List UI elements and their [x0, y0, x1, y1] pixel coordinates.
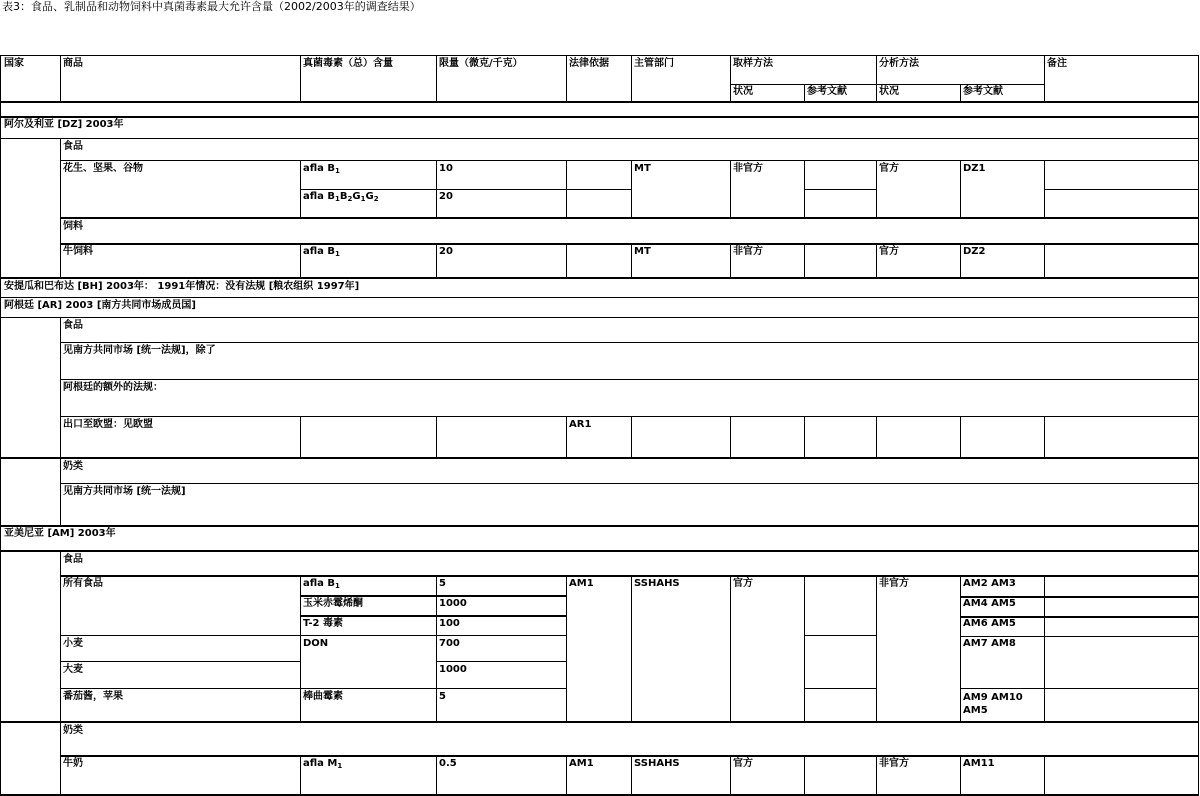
analysis-reference-cell: AM4 AM5	[963, 598, 1016, 609]
limit-cell: 5	[439, 691, 446, 702]
header-limit: 限量（微克/千克）	[439, 58, 523, 69]
section-heading: 奶类	[63, 725, 83, 736]
legal-basis-cell: AM1	[569, 758, 594, 769]
table-rule	[60, 317, 61, 526]
mycotoxin-cell: DON	[303, 638, 329, 649]
section-heading: 食品	[63, 554, 83, 565]
table-rule	[60, 138, 61, 278]
limit-cell: 10	[439, 163, 453, 174]
table-rule	[60, 635, 566, 636]
table-rule	[730, 55, 731, 102]
limit-cell: 1000	[439, 598, 467, 609]
commodity-cell: 番茄酱，苹果	[63, 691, 123, 702]
table-rule	[0, 55, 1, 796]
table-rule	[60, 160, 1199, 161]
header-remarks: 备注	[1047, 58, 1067, 69]
header-sampling-reference: 参考文献	[807, 86, 847, 97]
analysis-status-cell: 非官方	[879, 578, 909, 589]
table-rule	[1044, 55, 1045, 102]
table-rule	[631, 160, 632, 218]
table-rule	[60, 483, 1199, 484]
note-line: 见南方共同市场 [统一法规]，除了	[63, 345, 216, 356]
table-rule	[730, 755, 731, 796]
table-rule	[631, 416, 632, 458]
table-rule	[60, 661, 300, 662]
table-rule	[804, 243, 805, 278]
table-rule	[804, 755, 805, 796]
table-rule	[960, 755, 961, 796]
table-rule	[436, 55, 437, 102]
sampling-status-cell: 官方	[733, 758, 753, 769]
sampling-status-cell: 非官方	[733, 246, 763, 257]
table-rule	[60, 243, 1199, 245]
mycotoxin-cell: T-2 毒素	[303, 618, 343, 629]
authority-cell: MT	[634, 246, 651, 257]
table-rule	[876, 243, 877, 278]
table-rule	[60, 688, 566, 689]
table-rule	[0, 550, 1199, 552]
table-rule	[876, 416, 877, 458]
header-analysis: 分析方法	[879, 58, 919, 69]
commodity-cell: 大麦	[63, 664, 83, 675]
table-rule	[436, 243, 437, 278]
header-commodity: 商品	[63, 58, 83, 69]
table-rule	[631, 755, 632, 796]
limit-cell: 1000	[439, 664, 467, 675]
table-rule	[566, 416, 567, 458]
note-line: 见南方共同市场 [统一法规]	[63, 486, 186, 497]
table-rule	[300, 243, 301, 278]
table-rule	[60, 575, 1199, 577]
header-mycotoxin: 真菌毒素（总）含量	[303, 58, 393, 69]
limit-cell: 100	[439, 618, 460, 629]
table-rule	[730, 416, 731, 458]
mycotoxin-cell: afla $B_1$	[303, 246, 340, 258]
legal-basis-cell: AR1	[569, 419, 592, 430]
country-title-argentina: 阿根廷 [AR] 2003 [南方共同市场成员国]	[4, 300, 196, 311]
table-rule	[960, 616, 1199, 618]
analysis-status-cell: 官方	[879, 163, 899, 174]
table-rule	[804, 688, 876, 689]
table-rule	[631, 55, 632, 102]
table-rule	[60, 55, 61, 102]
table-rule	[300, 595, 566, 597]
commodity-cell: 所有食品	[63, 578, 103, 589]
mycotoxin-cell: afla $B_1B_2G_1G_2$	[303, 191, 379, 203]
table-rule	[0, 55, 1199, 56]
commodity-cell: 牛饲料	[63, 246, 93, 257]
limit-cell: 700	[439, 638, 460, 649]
table-rule	[1198, 55, 1199, 796]
table-rule	[300, 189, 631, 190]
table-rule	[0, 525, 1199, 527]
limit-cell: 20	[439, 191, 453, 202]
table-rule	[876, 575, 877, 722]
header-analysis-reference: 参考文献	[963, 86, 1003, 97]
table-rule	[0, 721, 1199, 723]
table-rule	[960, 84, 961, 102]
table-rule	[631, 243, 632, 278]
table-rule	[960, 416, 961, 458]
table-rule	[876, 55, 877, 102]
legal-basis-cell: AM1	[569, 578, 594, 589]
table-rule	[0, 116, 1199, 118]
table-rule	[631, 575, 632, 722]
table-rule	[0, 101, 1199, 103]
commodity-cell: 出口至欧盟：见欧盟	[63, 419, 153, 430]
limit-cell: 5	[439, 578, 446, 589]
table-rule	[960, 688, 1199, 689]
table-rule	[300, 416, 301, 458]
country-title-armenia: 亚美尼亚 [AM] 2003年	[4, 528, 116, 539]
table-rule	[0, 277, 1199, 279]
analysis-reference-cell: AM2 AM3	[963, 578, 1016, 589]
analysis-reference-cell: AM7 AM8	[963, 638, 1016, 649]
country-title-algeria: 阿尔及利亚 [DZ] 2003年	[4, 119, 124, 130]
table-rule	[566, 243, 567, 278]
table-rule	[60, 342, 1199, 343]
table-rule	[0, 297, 1199, 298]
table-rule	[436, 661, 566, 662]
header-legal-basis: 法律依据	[569, 58, 609, 69]
limit-cell: 0.5	[439, 758, 457, 769]
commodity-cell: 花生、坚果、谷物	[63, 163, 143, 174]
mycotoxin-cell: 玉米赤霉烯酮	[303, 598, 363, 609]
table-rule	[60, 550, 61, 796]
table-rule	[730, 84, 1044, 85]
table-rule	[300, 615, 566, 617]
table-rule	[804, 575, 805, 722]
commodity-cell: 牛奶	[63, 758, 83, 769]
table-rule	[804, 416, 805, 458]
table-rule	[0, 457, 1199, 459]
mycotoxin-cell: 棒曲霉素	[303, 691, 343, 702]
table-rule	[804, 635, 876, 636]
analysis-reference-cell: AM9 AM10 AM5	[963, 692, 1023, 716]
analysis-status-cell: 非官方	[879, 758, 909, 769]
table-rule	[566, 575, 567, 722]
authority-cell: SSHAHS	[634, 578, 680, 589]
header-sampling-status: 状况	[733, 86, 753, 97]
analysis-status-cell: 官方	[879, 246, 899, 257]
table-rule	[436, 416, 437, 458]
country-title-antigua: 安提瓜和巴布达 [BH] 2003年： 1991年情况：没有法规 [粮农组织 1997年]	[4, 281, 360, 292]
table-rule	[1044, 189, 1199, 190]
table-rule	[804, 189, 876, 190]
analysis-reference-cell: AM6 AM5	[963, 618, 1016, 629]
table-rule	[730, 160, 731, 218]
table-rule	[300, 755, 301, 796]
header-country: 国家	[4, 58, 24, 69]
table-caption: 表3：食品、乳制品和动物饲料中真菌毒素最大允许含量（2002/2003年的调查结果）	[2, 0, 421, 13]
mycotoxin-cell: afla $B_1$	[303, 163, 340, 175]
table-rule	[0, 317, 1199, 318]
table-rule	[0, 138, 1199, 139]
section-heading: 奶类	[63, 461, 83, 472]
table-rule	[60, 416, 1199, 417]
header-sampling: 取样方法	[733, 58, 773, 69]
table-rule	[1044, 416, 1045, 458]
table-rule	[60, 217, 1199, 219]
table-rule	[960, 160, 961, 218]
table-rule	[804, 84, 805, 102]
table-rule	[730, 243, 731, 278]
table-rule	[876, 160, 877, 218]
commodity-cell: 小麦	[63, 638, 83, 649]
table-rule	[300, 55, 301, 102]
table-rule	[876, 755, 877, 796]
sampling-status-cell: 官方	[733, 578, 753, 589]
table-rule	[1044, 243, 1045, 278]
table-rule	[1044, 755, 1045, 796]
authority-cell: MT	[634, 163, 651, 174]
table-rule	[960, 243, 961, 278]
section-heading: 食品	[63, 320, 83, 331]
table-rule	[566, 755, 567, 796]
note-line: 阿根廷的额外的法规：	[63, 382, 163, 393]
sampling-status-cell: 非官方	[733, 163, 763, 174]
table-rule	[60, 379, 1199, 380]
table-rule	[730, 575, 731, 722]
section-heading: 饲料	[63, 221, 83, 232]
table-rule	[436, 755, 437, 796]
authority-cell: SSHAHS	[634, 758, 680, 769]
table-rule	[960, 596, 1199, 598]
limit-cell: 20	[439, 246, 453, 257]
header-authority: 主管部门	[634, 58, 674, 69]
mycotoxin-cell: afla $B_1$	[303, 578, 340, 590]
table-rule	[300, 575, 301, 722]
table-rule	[60, 755, 1199, 757]
table-rule	[566, 55, 567, 102]
mycotoxin-cell: afla $M_1$	[303, 758, 343, 770]
header-analysis-status: 状况	[879, 86, 899, 97]
analysis-reference-cell: DZ2	[963, 246, 986, 257]
analysis-reference-cell: AM11	[963, 758, 995, 769]
analysis-reference-cell: DZ1	[963, 163, 986, 174]
table-rule	[960, 636, 1199, 637]
section-heading: 食品	[63, 141, 83, 152]
table-rule	[436, 575, 437, 722]
